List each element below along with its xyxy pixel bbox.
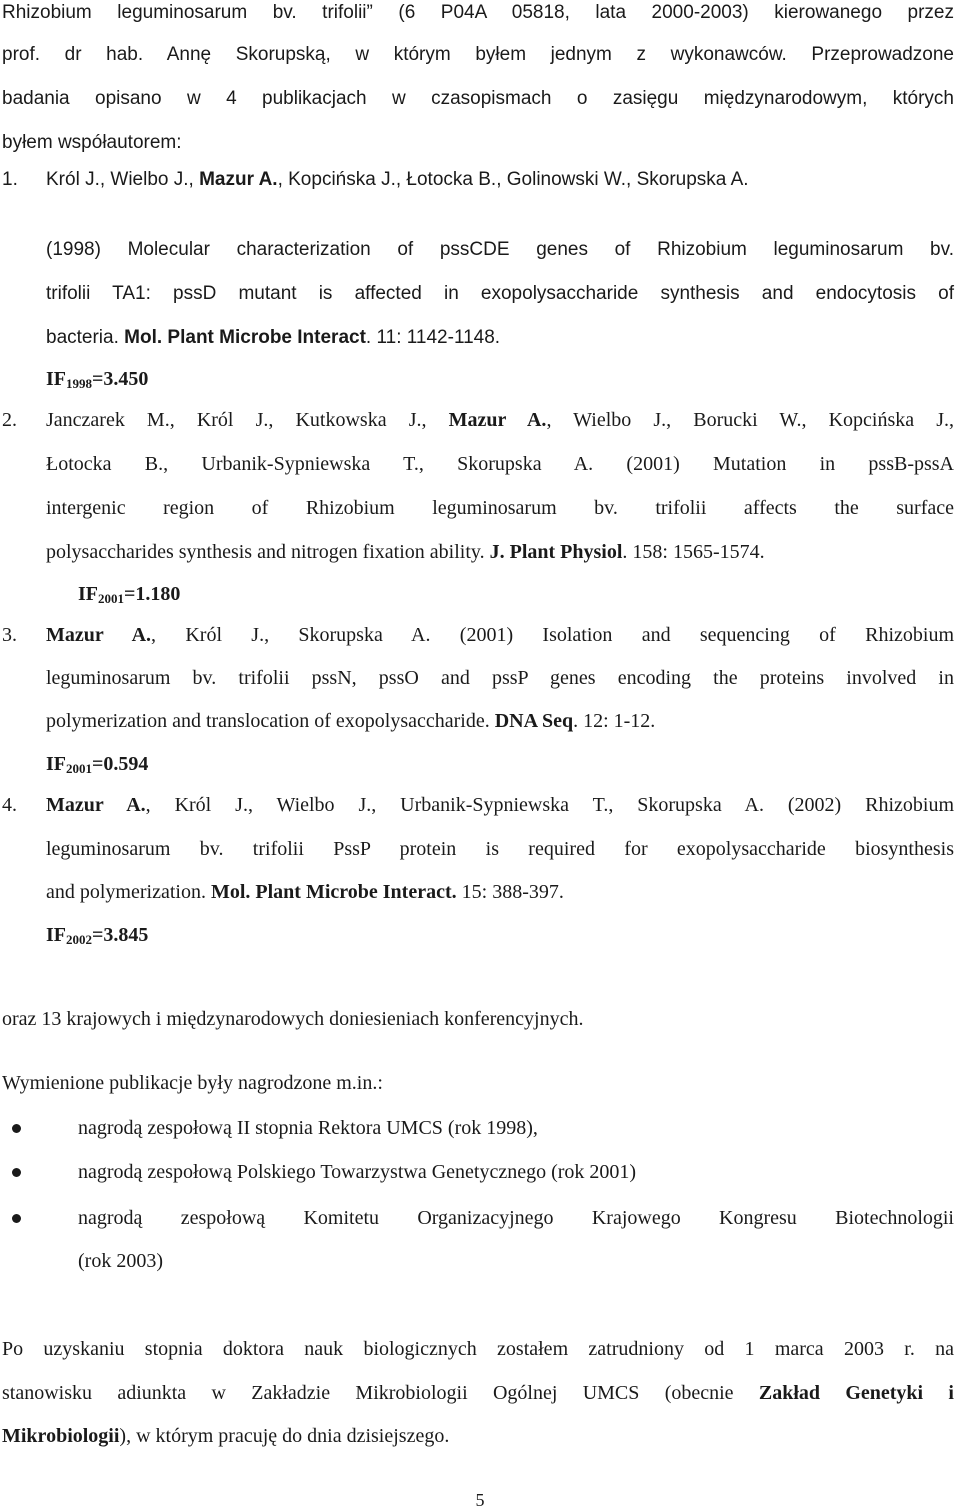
pub3-line-2: leguminosarum bv. trifolii pssN, pssO and pssP genes encoding the proteins involved in bbox=[46, 667, 954, 689]
conference-note: oraz 13 krajowych i międzynarodowych doniesieniach konferencyjnych. bbox=[2, 1008, 584, 1030]
pub4-line-3a: and polymerization. bbox=[46, 881, 211, 903]
pub4-journal: Mol. Plant Microbe Interact. bbox=[210, 881, 457, 903]
award-item-2: nagrodą zespołową Polskiego Towarzystwa Genetycznego (rok 2001) bbox=[78, 1161, 637, 1183]
pub2-if-year: 2001 bbox=[98, 591, 124, 606]
pub2-authors-a: Janczarek M., Król J., Kutkowska J., bbox=[46, 409, 449, 431]
pub4-impact-factor bbox=[46, 922, 148, 948]
intro-line-4: byłem współautorem: bbox=[2, 132, 182, 153]
pub2-line-4a: polysaccharides synthesis and nitrogen fixation ability. bbox=[46, 541, 490, 563]
bullet-icon bbox=[12, 1124, 21, 1133]
pub2-line-2: Łotocka B., Urbanik-Sypniewska T., Skorupska A. (2001) Mutation in pssB-pssA bbox=[46, 453, 954, 475]
closing-line-1: Po uzyskaniu stopnia doktora nauk biologicznych zostałem zatrudniony od 1 marca 2003 r. na bbox=[2, 1338, 954, 1360]
pub4-author-mazur: Mazur A. bbox=[46, 794, 146, 816]
pub2-line-4 bbox=[46, 539, 765, 565]
closing-dept-name-a: Zakład Genetyki i bbox=[758, 1382, 954, 1404]
pub3-if-year: 2001 bbox=[66, 761, 92, 776]
pub4-if-label: IF bbox=[46, 924, 66, 946]
pub4-line-1-rest: , Król J., Wielbo J., Urbanik-Sypniewska T., Skorupska A. (2002) Rhizobium bbox=[145, 794, 954, 816]
closing-dept-name-b: Mikrobiologii bbox=[2, 1425, 120, 1447]
pub1-impact-factor bbox=[46, 366, 148, 392]
pub3-author-mazur: Mazur A. bbox=[46, 624, 152, 646]
pub1-title-3a: bacteria. bbox=[46, 327, 125, 348]
bullet-icon bbox=[12, 1168, 21, 1177]
pub1-journal: Mol. Plant Microbe Interact bbox=[124, 327, 366, 348]
awards-intro: Wymienione publikacje były nagrodzone m.in.: bbox=[2, 1072, 383, 1094]
pub4-number: 4. bbox=[2, 794, 17, 816]
pub4-line-2: leguminosarum bv. trifolii PssP protein is required for exopolysaccharide biosynthesis bbox=[46, 838, 954, 860]
pub2-number: 2. bbox=[2, 409, 17, 431]
closing-line-2 bbox=[2, 1380, 954, 1406]
pub2-if-value: =1.180 bbox=[124, 583, 181, 605]
page-number: 5 bbox=[475, 1490, 485, 1510]
pub2-impact-factor bbox=[78, 581, 180, 607]
pub4-line-3 bbox=[46, 879, 564, 905]
pub2-authors bbox=[46, 407, 954, 433]
bullet-icon bbox=[12, 1214, 21, 1223]
pub4-line-1 bbox=[46, 792, 954, 818]
award-item-3-cont: (rok 2003) bbox=[78, 1250, 163, 1272]
closing-line-3 bbox=[2, 1423, 449, 1449]
award-item-1: nagrodą zespołową II stopnia Rektora UMCS (rok 1998), bbox=[78, 1117, 538, 1139]
pub3-impact-factor bbox=[46, 751, 148, 777]
intro-line-1: Rhizobium leguminosarum bv. trifolii” (6 P04A 05818, lata 2000-2003) kierowanego przez bbox=[2, 2, 954, 23]
pub4-if-value: =3.845 bbox=[92, 924, 149, 946]
pub3-number: 3. bbox=[2, 624, 17, 646]
pub3-line-3 bbox=[46, 708, 655, 734]
intro-line-3: badania opisano w 4 publikacjach w czasopismach o zasięgu międzynarodowym, których bbox=[2, 88, 954, 109]
pub3-line-3b: . 12: 1-12. bbox=[573, 710, 656, 732]
pub1-if-value: =3.450 bbox=[92, 368, 149, 390]
pub1-title-2: trifolii TA1: pssD mutant is affected in exopolysaccharide synthesis and endocytosis of bbox=[46, 283, 954, 304]
pub1-authors-b: , Kopcińska J., Łotocka B., Golinowski W., Skorupska A. bbox=[277, 169, 749, 190]
pub4-line-3b: 15: 388-397. bbox=[456, 881, 564, 903]
pub1-if-year: 1998 bbox=[66, 376, 92, 391]
pub2-line-4b: . 158: 1565-1574. bbox=[622, 541, 765, 563]
pub3-line-1-rest: , Król J., Skorupska A. (2001) Isolation and sequencing of Rhizobium bbox=[151, 624, 955, 646]
pub3-line-1 bbox=[46, 622, 954, 648]
pub1-authors-a: Król J., Wielbo J., bbox=[46, 169, 200, 190]
pub4-if-year: 2002 bbox=[66, 932, 92, 947]
pub1-author-mazur: Mazur A. bbox=[199, 169, 278, 190]
closing-line-2a: stanowisku adiunkta w Zakładzie Mikrobiologii Ogólnej UMCS (obecnie bbox=[2, 1382, 759, 1404]
pub3-line-3a: polymerization and translocation of exopolysaccharide. bbox=[46, 710, 495, 732]
intro-line-2: prof. dr hab. Annę Skorupską, w którym byłem jednym z wykonawców. Przeprowadzone bbox=[2, 44, 954, 65]
pub2-authors-b: , Wielbo J., Borucki W., Kopcińska J., bbox=[546, 409, 955, 431]
pub3-journal: DNA Seq bbox=[494, 710, 574, 732]
pub1-if-label: IF bbox=[46, 368, 66, 390]
pub3-if-label: IF bbox=[46, 753, 66, 775]
pub1-title-3 bbox=[46, 325, 500, 351]
pub2-line-3: intergenic region of Rhizobium leguminosarum bv. trifolii affects the surface bbox=[46, 497, 954, 519]
award-item-3: nagrodą zespołową Komitetu Organizacyjnego Krajowego Kongresu Biotechnologii bbox=[78, 1207, 954, 1229]
closing-line-3b: ), w którym pracuję do dnia dzisiejszego. bbox=[119, 1425, 450, 1447]
pub2-author-mazur: Mazur A. bbox=[448, 409, 547, 431]
pub2-if-label: IF bbox=[78, 583, 98, 605]
pub1-authors bbox=[46, 167, 749, 193]
pub1-number: 1. bbox=[2, 169, 18, 190]
pub2-journal: J. Plant Physiol bbox=[489, 541, 623, 563]
pub1-title-1: (1998) Molecular characterization of pssCDE genes of Rhizobium leguminosarum bv. bbox=[46, 239, 954, 260]
pub3-if-value: =0.594 bbox=[92, 753, 149, 775]
pub1-title-3b: . 11: 1142-1148. bbox=[365, 327, 501, 348]
